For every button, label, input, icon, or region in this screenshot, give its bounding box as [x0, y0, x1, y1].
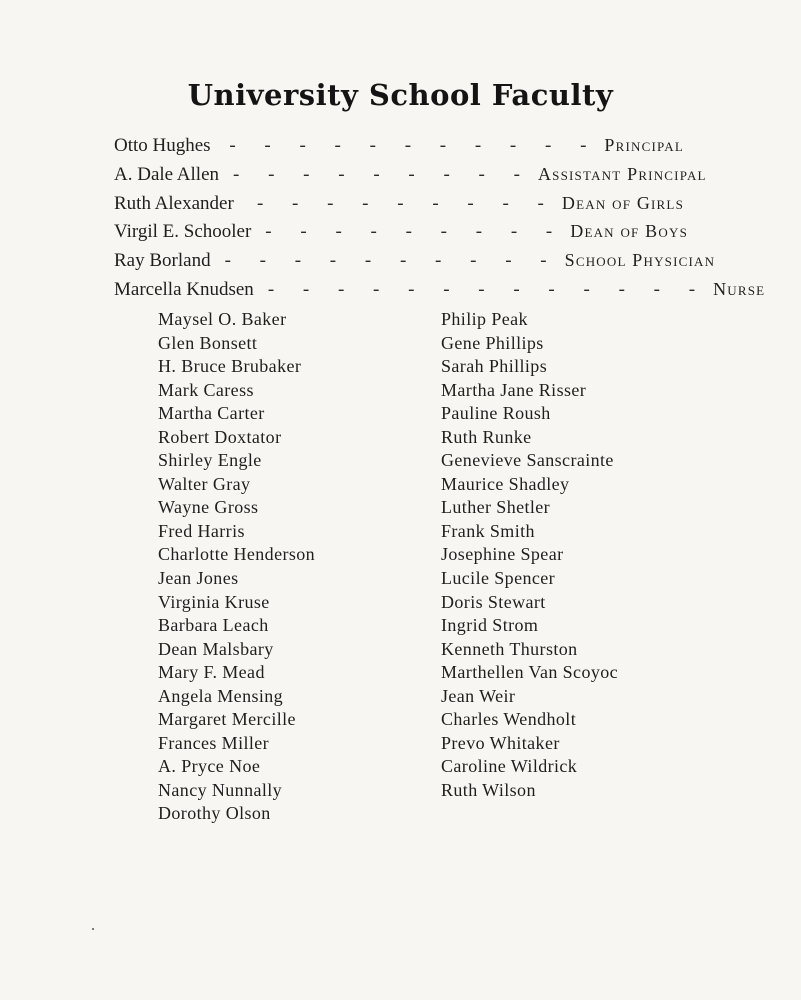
- faculty-member: Martha Jane Risser: [441, 379, 587, 400]
- faculty-member: Genevieve Sanscrainte: [441, 450, 614, 471]
- dot-leader: - - - - - - - - - - -: [229, 135, 599, 156]
- faculty-member: Jean Weir: [441, 685, 516, 706]
- faculty-member: Prevo Whitaker: [441, 732, 560, 753]
- faculty-member: Caroline Wildrick: [441, 756, 578, 777]
- dot-leader: - - - - - - - - - - - - -: [267, 278, 708, 300]
- faculty-member: Frances Miller: [158, 732, 270, 753]
- faculty-member: Marthellen Van Scoyoc: [441, 662, 619, 683]
- faculty-member: Luther Shetler: [441, 497, 551, 518]
- faculty-member: Dorothy Olson: [158, 803, 271, 824]
- officer-title: Dean of Boys: [570, 221, 688, 242]
- dot-leader: - - - - - - - - -: [256, 192, 556, 214]
- faculty-member: Ingrid Strom: [441, 615, 539, 636]
- faculty-member: Barbara Leach: [158, 615, 269, 636]
- faculty-member: Josephine Spear: [441, 544, 564, 565]
- officer-name: Virgil E. Schooler: [114, 221, 252, 243]
- ink-speck: [92, 928, 94, 930]
- faculty-member: Doris Stewart: [441, 591, 546, 612]
- officer-title: School Physician: [564, 250, 716, 271]
- faculty-member: Frank Smith: [441, 520, 535, 541]
- faculty-member: Fred Harris: [158, 520, 245, 541]
- officer-title: Principal: [604, 135, 684, 155]
- officer-row: [114, 221, 688, 250]
- faculty-member: Maurice Shadley: [441, 473, 570, 494]
- page-title: University School Faculty: [187, 78, 614, 112]
- faculty-member: Martha Carter: [158, 403, 265, 424]
- faculty-member: Robert Doxtator: [158, 426, 282, 447]
- faculty-member: Glen Bonsett: [158, 332, 258, 353]
- officer-name: Ruth Alexander: [114, 192, 234, 214]
- officer-title: Nurse: [713, 278, 766, 299]
- officer-row: [114, 163, 707, 193]
- officer-name: Otto Hughes: [114, 135, 211, 156]
- faculty-member: Jean Jones: [158, 568, 239, 589]
- faculty-member: Ruth Wilson: [441, 779, 536, 800]
- faculty-member: Virginia Kruse: [158, 591, 270, 612]
- faculty-member: Shirley Engle: [158, 450, 262, 471]
- faculty-member: Ruth Runke: [441, 426, 532, 447]
- officer-list: [114, 135, 766, 308]
- faculty-member: Charles Wendholt: [441, 709, 577, 730]
- faculty-member: Philip Peak: [441, 309, 528, 329]
- officer-title: Dean of Girls: [561, 192, 684, 213]
- faculty-member: Mark Caress: [158, 379, 254, 400]
- officer-name: A. Dale Allen: [114, 163, 220, 185]
- faculty-member: H. Bruce Brubaker: [158, 356, 302, 377]
- faculty-member: Mary F. Mead: [158, 662, 265, 683]
- faculty-member: Walter Gray: [158, 473, 251, 494]
- faculty-column-left: [158, 308, 315, 826]
- faculty-member: Pauline Roush: [441, 403, 551, 424]
- faculty-member: Sarah Phillips: [441, 356, 548, 377]
- officer-name: Marcella Knudsen: [114, 278, 254, 300]
- officer-row: [114, 250, 716, 279]
- faculty-member: Maysel O. Baker: [158, 309, 287, 329]
- officer-row: [114, 193, 684, 222]
- faculty-member: Gene Phillips: [441, 332, 544, 353]
- dot-leader: - - - - - - - - -: [233, 163, 532, 185]
- faculty-member: Margaret Mercille: [158, 709, 296, 730]
- faculty-member: Kenneth Thurston: [441, 638, 578, 659]
- faculty-column-right: [441, 308, 618, 802]
- faculty-member: Nancy Nunnally: [158, 779, 283, 800]
- faculty-member: Dean Malsbary: [158, 638, 274, 659]
- dot-leader: - - - - - - - - - -: [224, 250, 559, 272]
- officer-row: [114, 135, 684, 164]
- officer-row: [114, 278, 766, 308]
- faculty-member: Lucile Spencer: [441, 568, 556, 589]
- faculty-member: Charlotte Henderson: [158, 544, 316, 565]
- officer-title: Assistant Principal: [537, 163, 707, 184]
- dot-leader: - - - - - - - - -: [265, 221, 565, 243]
- faculty-member: Angela Mensing: [158, 685, 284, 706]
- faculty-member: Wayne Gross: [158, 497, 259, 518]
- faculty-member: A. Pryce Noe: [158, 756, 261, 777]
- officer-name: Ray Borland: [114, 250, 211, 272]
